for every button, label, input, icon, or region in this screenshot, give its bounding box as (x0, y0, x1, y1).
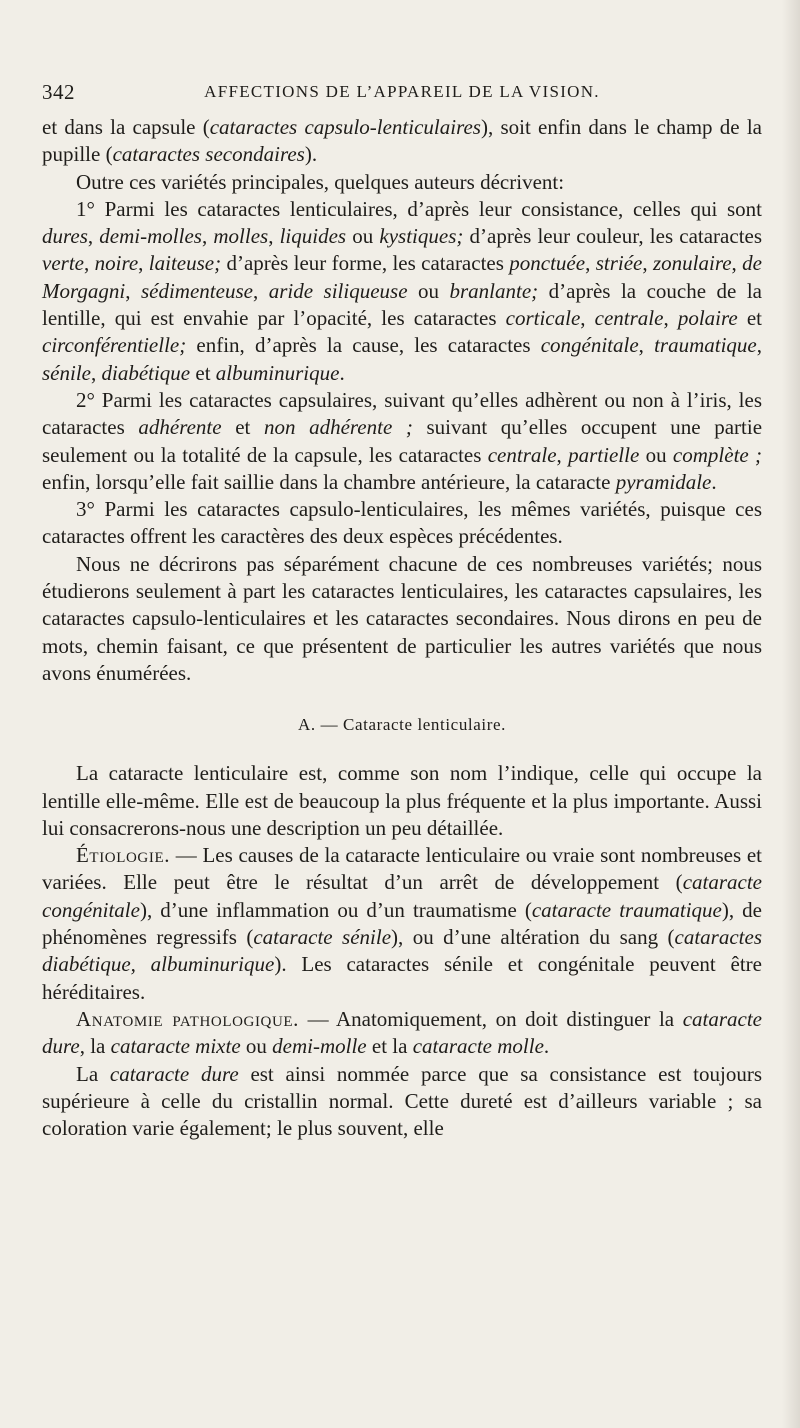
section-title: A. — Cataracte lenticulaire. (298, 715, 506, 735)
text-run: et (190, 360, 216, 385)
italic-term: kystiques; (379, 224, 464, 249)
text-run: 2° Parmi les cataractes capsulaires, suivant qu’elles adhèrent ou non à l’iris, les cataractes (42, 387, 762, 440)
italic-term: cataracte sénile (253, 925, 392, 950)
italic-term: adhérente (138, 415, 222, 440)
text-run: , (663, 306, 678, 331)
text-run: , (638, 333, 655, 358)
text-run: ). (304, 142, 318, 167)
text-run: . (339, 360, 345, 385)
italic-term: demi-molles (99, 224, 202, 249)
italic-term: cataracte molle (412, 1034, 544, 1059)
italic-term: corticale (505, 306, 581, 331)
italic-term: cataractes capsulo-lenticulaires (209, 115, 481, 139)
italic-term: pyramidale (615, 469, 712, 494)
text-run: , (252, 278, 269, 303)
text-run: , (268, 224, 280, 249)
italic-term: albuminurique (215, 360, 340, 385)
italic-term: aride siliqueuse (268, 278, 408, 303)
text-run: Outre ces variétés principales, quelques auteurs décrivent: (76, 169, 565, 194)
italic-term: verte (42, 251, 84, 276)
text-run: 3° Parmi les cataractes capsulo-lenticulaires, les mêmes variétés, puisque ces cataractes offrent les caractères des deux espèces précédentes. (42, 497, 762, 549)
page-header (42, 80, 762, 110)
text-run: . (543, 1034, 550, 1059)
italic-term: laiteuse; (148, 251, 222, 276)
italic-term: partielle (568, 442, 640, 467)
italic-term: noire (94, 251, 139, 276)
text-run: Nous ne décrirons pas séparément chacune de ces nombreuses variétés; nous étudierons seulement à part les cataractes lenticulaires, les cataractes capsulaires, les cataractes capsulo-lenticulaires et les cataractes secondaires. Nous dirons en peu de mots, chemin faisant, ce que présentent de particulier les autres variétés que nous avons énumérées. (42, 551, 762, 685)
text-run: et dans la capsule ( (42, 115, 210, 139)
text-run: , (731, 251, 743, 276)
running-head: AFFECTIONS DE L’APPAREIL DE LA VISION. (204, 82, 600, 101)
text-run: , (642, 251, 653, 276)
text-run: , (756, 333, 763, 358)
text-run: suivant qu’elles occupent une partie seulement ou la totalité de la capsule, les cataractes (42, 415, 763, 467)
text-run: — Les causes de la cataracte lenticulaire ou vraie sont nombreuses et variées. Elle peut être le résultat d’un arrêt de développement ( (42, 843, 762, 895)
italic-term: ponctuée (509, 251, 586, 276)
text-run: , (87, 224, 100, 249)
text-run: , (83, 251, 95, 276)
italic-term: cataracte mixte (110, 1034, 241, 1059)
paragraph-2 (42, 169, 762, 196)
text-run: ), d’une inflammation ou d’un traumatisme ( (139, 897, 532, 922)
paragraph-7 (42, 760, 762, 842)
text-run: . (711, 469, 717, 494)
text-run: ou (407, 278, 450, 303)
italic-term: circonférentielle; (42, 333, 187, 358)
text-run: et la (366, 1034, 413, 1059)
italic-term: complète ; (672, 442, 763, 467)
italic-term: centrale (487, 442, 557, 467)
italic-term: de Morgagni (42, 251, 762, 303)
text-run: d’après la couche de la lentille, qui est envahie par l’opacité, les cataractes (42, 278, 763, 331)
italic-term: sédimenteuse (140, 278, 253, 303)
text-run: ou (346, 224, 380, 249)
italic-term: diabétique (101, 360, 191, 385)
paragraph-10 (42, 1061, 762, 1143)
paragraph-1 (42, 114, 762, 169)
paragraph-9 (42, 1006, 762, 1061)
text-run: d’après leur forme, les cataractes (221, 251, 510, 276)
small-caps-heading: Anatomie pathologique. (76, 1006, 300, 1031)
paragraph-3 (42, 196, 762, 387)
paragraph-4 (42, 387, 762, 496)
italic-term: dures (42, 224, 88, 249)
paragraph-8 (42, 842, 762, 1006)
text-run: , (125, 278, 141, 303)
text-run: et (221, 415, 264, 440)
page-number: 342 (42, 80, 75, 104)
text-run: ), soit enfin dans le champ de la pupille ( (42, 115, 762, 167)
text-run: enfin, d’après la cause, les cataractes (186, 333, 541, 358)
italic-term: non adhérente ; (263, 415, 413, 440)
italic-term: demi-molle (272, 1034, 367, 1059)
text-run: enfin, lorsqu’elle fait saillie dans la chambre antérieure, la cataracte (42, 469, 616, 494)
text-run: La cataracte lenticulaire est, comme son nom l’indique, celle qui occupe la lentille elle-même. Elle est de beaucoup la plus fréquente et la plus importante. Aussi lui consacrerons-nous une description un peu détaillée. (42, 761, 762, 840)
italic-term: branlante; (449, 278, 539, 303)
text-run: ), de phénomènes regressifs ( (42, 897, 762, 950)
text-run: est ainsi nommée parce que sa consistance est toujours supérieure à celle du cristallin normal. Cette dureté est d’ailleurs variable ; sa coloration varie également; le plus souvent, elle (42, 1061, 762, 1141)
text-run: , la (79, 1034, 111, 1059)
page-body (42, 114, 762, 1142)
text-run: ). Les cataractes sénile et congénitale peuvent être héréditaires. (42, 952, 762, 1004)
italic-term: cataracte dure (42, 1006, 762, 1059)
italic-term: sénile (42, 360, 91, 385)
italic-term: traumatique (654, 333, 757, 358)
text-run: , (585, 251, 596, 276)
italic-term: zonulaire (652, 251, 732, 276)
italic-term: cataracte congénitale (42, 870, 762, 922)
italic-term: polaire (677, 306, 738, 331)
italic-term: cataracte dure (109, 1061, 239, 1086)
text-run: , (201, 224, 214, 249)
text-run: La (76, 1061, 110, 1086)
text-run: , (580, 306, 595, 331)
italic-term: molles (213, 224, 269, 249)
italic-term: centrale (594, 306, 664, 331)
text-run: ), ou d’une altération du sang ( (391, 925, 675, 950)
page-edge-shadow (782, 0, 800, 1428)
text-run: ou (240, 1034, 273, 1059)
italic-term: cataractes secondaires (112, 142, 305, 167)
small-caps-heading: Étiologie. (76, 843, 171, 868)
text-run: , (556, 442, 569, 467)
paragraph-6 (42, 551, 762, 687)
italic-term: liquides (279, 224, 347, 249)
italic-term: cataracte traumatique (531, 897, 722, 922)
text-run: — Anatomiquement, on doit distinguer la (299, 1006, 683, 1031)
text-run: 1° Parmi les cataractes lenticulaires, d’après leur consistance, celles qui sont (76, 196, 762, 221)
text-run: d’après leur couleur, les cataractes (463, 224, 763, 249)
text-run: ou (639, 442, 673, 467)
text-run: et (737, 306, 762, 331)
text-run: , (138, 251, 149, 276)
italic-term: striée (595, 251, 643, 276)
paragraph-5 (42, 496, 762, 551)
italic-term: cataractes diabétique, albuminurique (42, 925, 762, 977)
text-run: , (90, 360, 102, 385)
italic-term: congénitale (540, 333, 639, 358)
